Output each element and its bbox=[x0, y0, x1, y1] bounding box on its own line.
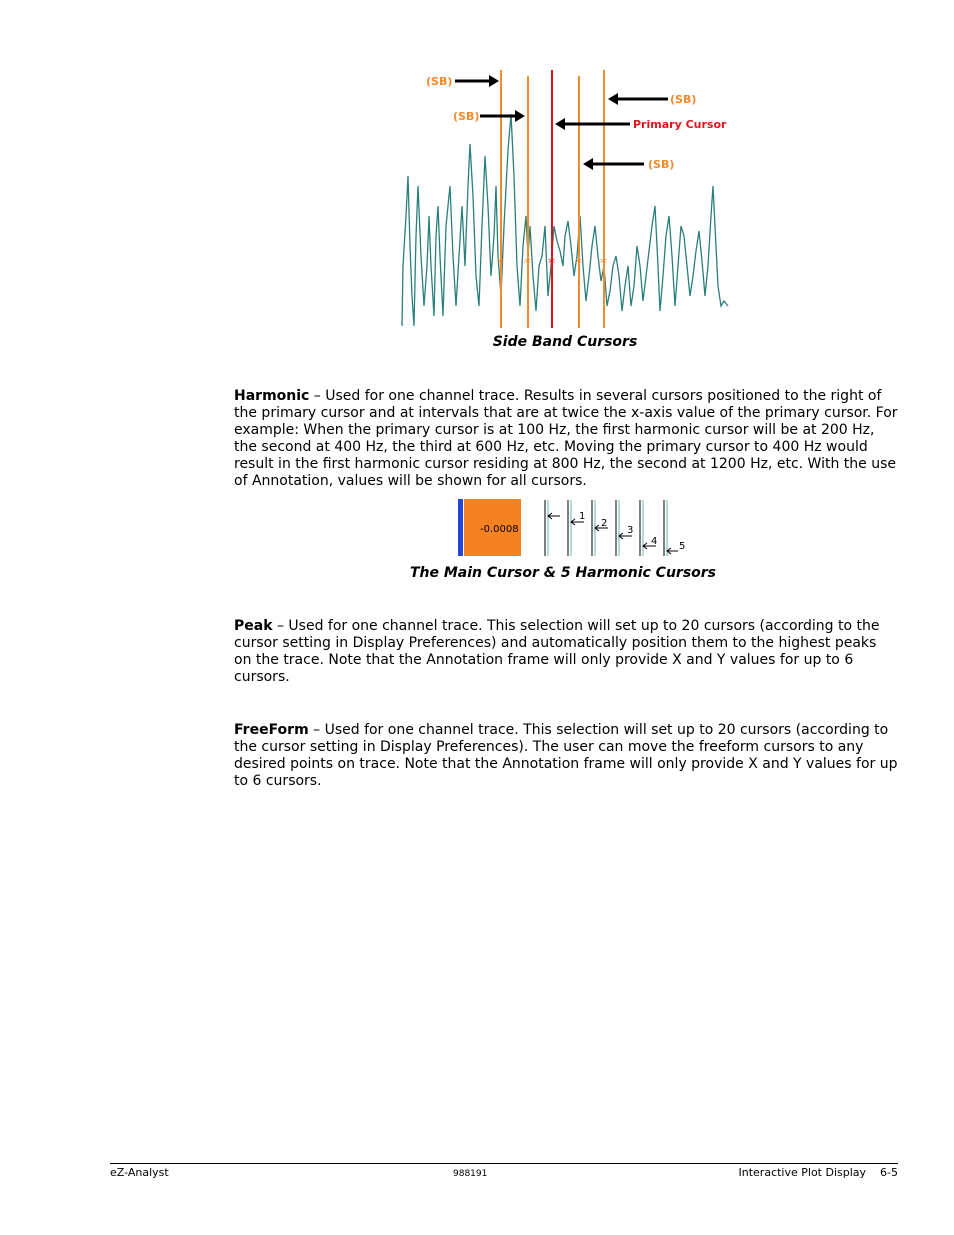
freeform-text: – Used for one channel trace. This selection will set up to 20 cursors (according to the cursor setting in Display Preferences). The user can move the freeform cursors to any desired points on trace. Note that the Annotation frame will only provide X and Y values for up to 6 cursors. bbox=[234, 722, 898, 789]
sb-label: (SB) bbox=[453, 110, 480, 123]
harmonic-term: Harmonic bbox=[234, 388, 310, 404]
arrow-head bbox=[555, 118, 565, 130]
harmonic-label: 4 bbox=[651, 536, 658, 547]
harmonic-cursors-figure bbox=[456, 498, 691, 558]
signal-trace bbox=[402, 114, 728, 326]
arrow-head bbox=[583, 158, 593, 170]
footer-product: eZ-Analyst bbox=[110, 1166, 169, 1179]
harmonic-label: 5 bbox=[679, 541, 686, 552]
footer-section-page: Interactive Plot Display 6-5 bbox=[738, 1166, 898, 1179]
peak-term: Peak bbox=[234, 618, 273, 634]
arrow-head bbox=[608, 93, 618, 105]
cursor-marker: * bbox=[575, 256, 582, 272]
peak-paragraph bbox=[234, 618, 898, 686]
cursor-marker: * bbox=[548, 256, 555, 272]
side-band-cursors-figure bbox=[400, 66, 730, 328]
harmonic-label: 3 bbox=[627, 525, 634, 536]
cursor-marker: * bbox=[497, 256, 504, 272]
harmonic-text: – Used for one channel trace. Results in several cursors positioned to the right of the primary cursor and at intervals that are at twice the x-axis value of the primary cursor. For example: When the primary cursor is at 100 Hz, the first harmonic cursor will be at 200 Hz, the second at 400 Hz, the third at 600 Hz, etc. Moving the primary cursor to 400 Hz would result in the first harmonic cursor residing at 800 Hz, the second at 1200 Hz, etc. With the use of Annotation, values will be shown for all cursors. bbox=[234, 388, 898, 489]
harmonic-label: 2 bbox=[601, 518, 608, 529]
footer-rule bbox=[110, 1163, 898, 1164]
annotation-value: -0.0008 bbox=[480, 524, 519, 535]
peak-text: – Used for one channel trace. This selection will set up to 20 cursors (according to the cursor setting in Display Preferences) and automatically position them to the highest peaks on the trace. Note that the Annotation frame will only provide X and Y values for up to 6 cursors. bbox=[234, 618, 880, 685]
sb-label: (SB) bbox=[426, 75, 453, 88]
harmonic-label: 1 bbox=[579, 511, 586, 522]
figure-caption: Side Band Cursors bbox=[492, 334, 638, 350]
sb-label: (SB) bbox=[670, 93, 697, 106]
harmonic-paragraph bbox=[234, 388, 898, 490]
primary-cursor-label: Primary Cursor bbox=[633, 118, 727, 131]
cursor-marker: * bbox=[600, 256, 607, 272]
blue-bar bbox=[458, 499, 463, 556]
cursor-marker: * bbox=[524, 256, 531, 272]
arrow-head bbox=[515, 110, 525, 122]
figure-caption: The Main Cursor & 5 Harmonic Cursors bbox=[409, 565, 717, 581]
footer-doc-number: 988191 bbox=[453, 1169, 488, 1179]
freeform-term: FreeForm bbox=[234, 722, 309, 738]
sb-label: (SB) bbox=[648, 158, 675, 171]
arrow-head bbox=[489, 75, 499, 87]
freeform-paragraph bbox=[234, 722, 898, 790]
